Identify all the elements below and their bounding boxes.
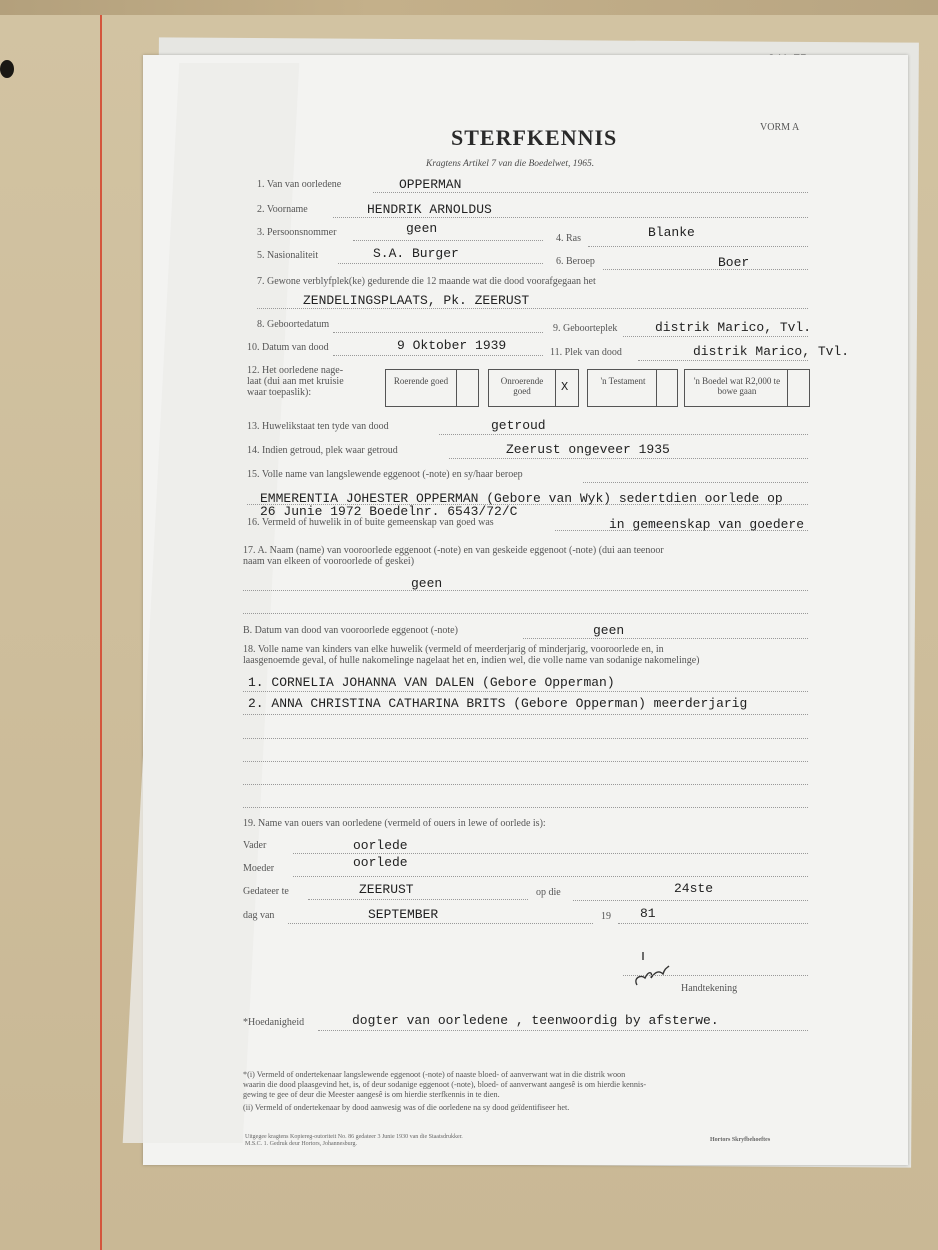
- printer-brand: Hortors Skryfbehoeftes: [710, 1137, 771, 1143]
- f10-value: 9 Oktober 1939: [397, 338, 507, 353]
- f15-label: 15. Volle name van langslewende eggenoot (-note) en sy/haar beroep: [247, 469, 523, 480]
- punch-hole: [0, 60, 14, 78]
- f19-label: 19. Name van ouers van oorledene (vermeld of ouers in lewe of oorlede is):: [243, 818, 546, 829]
- f5-value: S.A. Burger: [373, 246, 459, 261]
- f16-value: in gemeenskap van goedere: [609, 517, 805, 532]
- opdie-label: op die: [536, 887, 561, 898]
- death-notice-form: [143, 55, 908, 1165]
- f2-label: 2. Voorname: [257, 204, 308, 215]
- f1-value: OPPERMAN: [399, 177, 462, 192]
- form-title: STERFKENNIS: [451, 125, 618, 150]
- f9-value: distrik Marico, Tvl.: [655, 320, 812, 335]
- dagvan-label: dag van: [243, 910, 275, 921]
- form-subtitle: Kragtens Artikel 7 van die Boedelwet, 1965.: [426, 159, 595, 169]
- f16-label: 16. Vermeld of huwelik in of buite gemeenskap van goed was: [247, 517, 494, 528]
- f4-label: 4. Ras: [556, 233, 581, 244]
- printer-notice: Uitgegee kragtens Kopiereg-outoriteit No. 86 gedateer 3 Junie 1930 van die Staatsdrukker. M.S.C. 1. Gedruk deur Hortors, Johannesburg.: [245, 1134, 463, 1147]
- footnote-2: (ii) Vermeld of ondertekenaar by dood aanwesig was of die oorledene na sy dood geïdentifiseer het.: [243, 1103, 570, 1112]
- year-prefix: 19: [601, 911, 611, 922]
- f10-label: 10. Datum van dood: [247, 342, 329, 353]
- f3-value: geen: [406, 221, 438, 236]
- child-1: 1. CORNELIA JOHANNA VAN DALEN (Gebore Opperman): [248, 675, 615, 690]
- f17b-value: geen: [593, 623, 625, 638]
- child-2: 2. ANNA CHRISTINA CATHARINA BRITS (Gebore Opperman) meerderjarig: [248, 696, 748, 711]
- f17-value: geen: [411, 576, 443, 591]
- hoedanigheid-label: *Hoedanigheid: [243, 1017, 305, 1028]
- f8-label: 8. Geboortedatum: [257, 319, 330, 330]
- f13-value: getroud: [491, 418, 546, 433]
- f2-value: HENDRIK ARNOLDUS: [367, 202, 492, 217]
- f6-label: 6. Beroep: [556, 256, 595, 267]
- f11-label: 11. Plek van dood: [550, 347, 622, 358]
- f17-label: 17. A. Naam (name) van vooroorlede eggenoot (-note) en van geskeide eggenoot (-note) (dui aan teenoor naam van elkeen of vooroorlede of geskei): [243, 545, 664, 567]
- footnote-1: *(i) Vermeld of ondertekenaar langslewende eggenoot (-note) of naaste bloed- of aanverwant wat in die distrik woon waarin die dood plaasgevind het, is, of deur sodanige eggenoot (-note), bloed- of aanverwant aangesê is om hierdie kennis- gewing te gee of deur die Meester aangesê is om hierdie sterfkennis in te dien.: [243, 1070, 647, 1099]
- opdie-value: 24ste: [674, 881, 714, 896]
- dagvan-value: SEPTEMBER: [368, 907, 439, 922]
- f15-value-2: 26 Junie 1972 Boedelnr. 6543/72/C: [260, 504, 518, 519]
- moeder-label: Moeder: [243, 863, 275, 874]
- moeder-value: oorlede: [353, 855, 408, 870]
- f5-label: 5. Nasionaliteit: [257, 250, 319, 261]
- f4-value: Blanke: [648, 225, 695, 240]
- handtekening-label: Handtekening: [681, 983, 738, 994]
- box-testament[interactable]: 'n Testament: [587, 369, 678, 407]
- f3-label: 3. Persoonsnommer: [257, 227, 337, 238]
- f11-value: distrik Marico, Tvl.: [693, 344, 850, 359]
- f9-label: 9. Geboorteplek: [553, 323, 618, 334]
- f12-label: 12. Het oorledene nage- laat (dui aan met kruisie waar toepaslik):: [247, 365, 344, 398]
- vader-value: oorlede: [353, 838, 408, 853]
- f17b-label: B. Datum van dood van vooroorlede eggenoot (-note): [243, 625, 458, 636]
- gedateer-value: ZEERUST: [359, 882, 414, 897]
- f7-value: ZENDELINGSPLAATS, Pk. ZEERUST: [303, 293, 530, 308]
- folder-margin-line: [100, 15, 102, 1250]
- box-onroerende[interactable]: Onroerende goed X: [488, 369, 579, 407]
- signature-icon: [631, 950, 671, 990]
- gedateer-label: Gedateer te: [243, 886, 289, 897]
- f18-label: 18. Volle name van kinders van elke huwelik (vermeld of meerderjarig of minderjarig, vooroorlede en, in laasgenoemde geval, of hulle nakomelinge nagelaat het en, indien wel, die volle name van sodanige nakomelinge): [243, 644, 700, 666]
- f1-label: 1. Van van oorledene: [257, 179, 342, 190]
- f14-label: 14. Indien getroud, plek waar getroud: [247, 445, 398, 456]
- f7-label: 7. Gewone verblyfplek(ke) gedurende die 12 maande wat die dood voorafgegaan het: [257, 276, 596, 287]
- box-roerende[interactable]: Roerende goed: [385, 369, 479, 407]
- form-label: VORM A: [760, 122, 800, 133]
- f14-value: Zeerust ongeveer 1935: [506, 442, 670, 457]
- f6-value: Boer: [718, 255, 750, 270]
- onroerende-mark: X: [561, 380, 569, 394]
- vader-label: Vader: [243, 840, 267, 851]
- f15-value-1: EMMERENTIA JOHESTER OPPERMAN (Gebore van Wyk) sedertdien oorlede op: [260, 491, 783, 506]
- year-value: 81: [640, 906, 656, 921]
- hoedanigheid-value: dogter van oorledene , teenwoordig by afsterwe.: [352, 1013, 719, 1028]
- sheet-shadow-edge: [123, 63, 300, 1143]
- f13-label: 13. Huwelikstaat ten tyde van dood: [247, 421, 389, 432]
- box-boedel[interactable]: 'n Boedel wat R2,000 te bowe gaan: [684, 369, 810, 407]
